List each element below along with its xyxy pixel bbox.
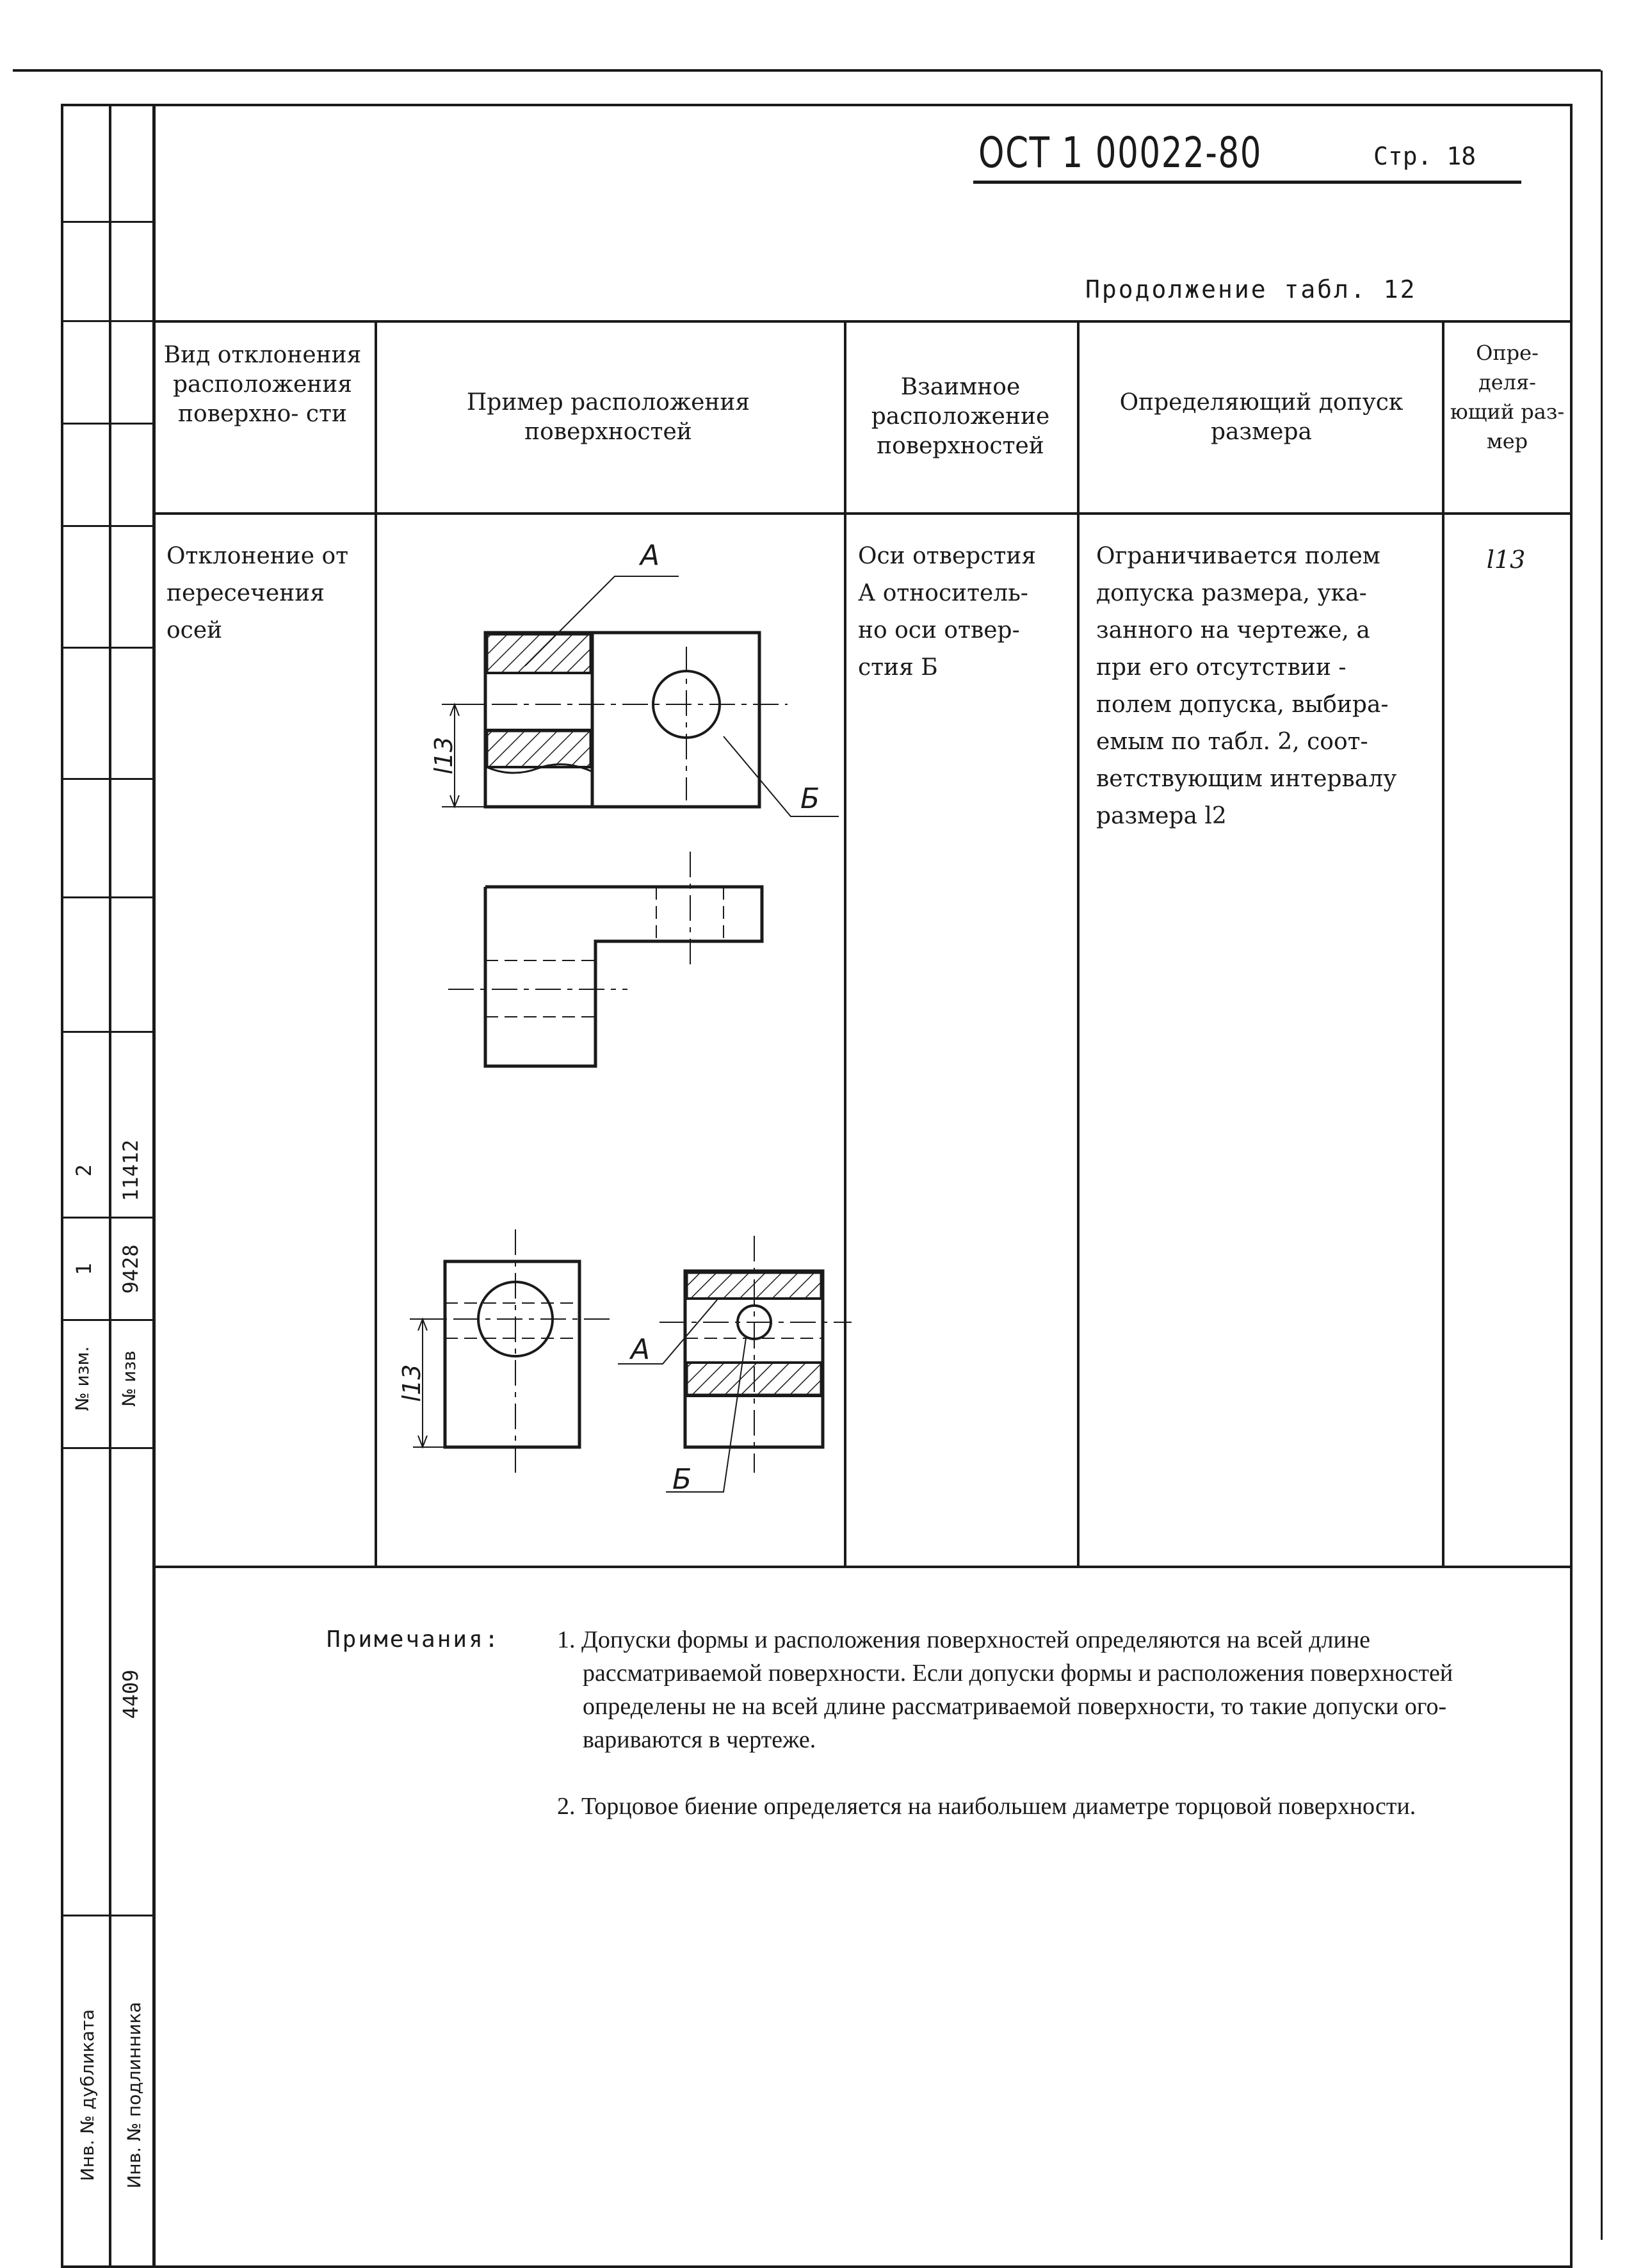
mutual-position-line: А относитель-: [858, 580, 1028, 606]
izv-1: 9428: [118, 1244, 143, 1294]
header-tolerance: Определяющий допуск размера: [1119, 389, 1403, 445]
note-2: 2. Торцовое биение определяется на наибольшем диаметре торцовой поверхности.: [557, 1793, 1416, 1820]
deviation-type-line: Отклонение от: [166, 543, 349, 569]
tolerance-line: занного на чертеже, а: [1096, 617, 1370, 644]
header-determining-size: Опре- деля- ющий раз- мер: [1450, 341, 1565, 453]
mutual-position-line: Оси отверстия: [858, 543, 1037, 569]
tolerance-line: полем допуска, выбира-: [1096, 692, 1389, 718]
mutual-position-line: но оси отвер-: [858, 617, 1020, 644]
determining-size-cell: l13: [1486, 546, 1526, 574]
document-code: ОСТ 1 00022-80: [978, 128, 1263, 177]
tolerance-line: допуска размера, ука-: [1096, 580, 1367, 606]
page-label: Стр. 18: [1373, 142, 1476, 170]
section-view-drawing: [618, 1236, 852, 1492]
tolerance-line: емым по табл. 2, соот-: [1096, 729, 1368, 755]
side-view-drawing: [448, 852, 762, 1066]
drawing-label-a-bottom: А: [631, 1333, 651, 1366]
header-mutual-position: Взаимное расположение поверхностей: [871, 374, 1050, 459]
drawing-label-b-top: Б: [800, 782, 820, 815]
drawing-label-a-top: А: [640, 539, 660, 572]
header-deviation-type: Вид отклонения расположения поверхно- сти: [163, 342, 362, 427]
drawing-dim-top: l13: [430, 736, 458, 775]
izm-1: 1: [72, 1263, 96, 1276]
tolerance-line: ветствующим интервалу: [1096, 766, 1397, 792]
deviation-type-line: пересечения: [166, 580, 325, 606]
top-view-drawing: [442, 576, 839, 816]
mutual-position-line: стия Б: [858, 654, 938, 681]
note-1: 1. Допуски формы и расположения поверхностей определяются на всей длине рассматриваемой поверхности. Если допуски формы и расположения поверхностей определены не на всей длине рассматриваемой поверхности, то такие допуски ого- вариваются в чертеже.: [557, 1626, 1453, 1753]
izm-2: 2: [72, 1164, 96, 1177]
izv-2: 11412: [118, 1139, 143, 1202]
deviation-type-line: осей: [166, 617, 223, 644]
dup-label: Инв. № дубликата: [77, 2009, 98, 2182]
izv-label: № изв: [118, 1350, 140, 1407]
tolerance-line: при его отсутствии -: [1096, 654, 1347, 681]
orig-label: Инв. № подлинника: [124, 2002, 145, 2189]
tolerance-line: Ограничивается полем: [1096, 543, 1380, 569]
drawing-dim-bottom: l13: [398, 1364, 426, 1402]
izm-label: № изм.: [72, 1346, 93, 1411]
drawing-label-b-bottom: Б: [672, 1463, 692, 1496]
notes-heading: Примечания:: [327, 1626, 501, 1653]
tolerance-line: размера l2: [1096, 803, 1227, 829]
continuation-label: Продолжение табл. 12: [1085, 275, 1417, 304]
front-view-drawing: [410, 1229, 615, 1473]
frame-bottom: [61, 2265, 1573, 2268]
orig-number: 4409: [118, 1669, 143, 1719]
header-example: Пример расположения поверхностей: [466, 389, 750, 445]
